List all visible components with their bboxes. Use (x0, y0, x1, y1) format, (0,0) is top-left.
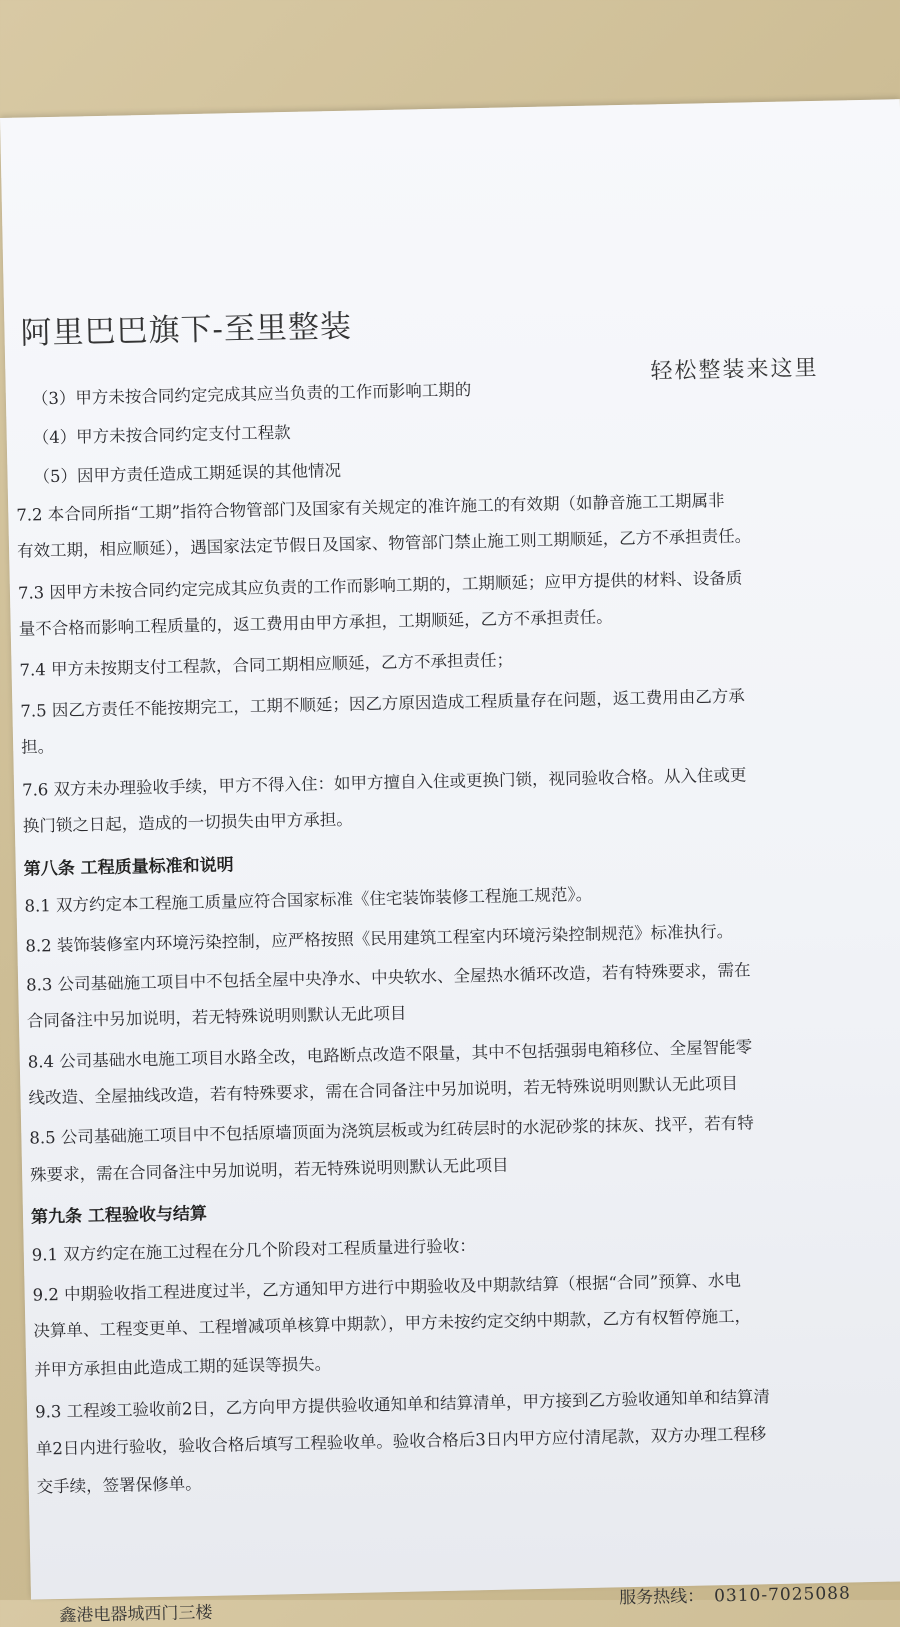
clause-line: 决算单、工程变更单、工程增减项单核算中期款），甲方未按约定交纳中期款，乙方有权暂停施工， (33, 1306, 752, 1341)
clause-line: 单2日内进行验收，验收合格后填写工程验收单。验收合格后3日内甲方应付清尾款，双方办理工程移 (35, 1424, 767, 1459)
slogan: 轻松整装来这里 (650, 355, 819, 385)
section-heading-8: 第八条 工程质量标准和说明 (23, 855, 234, 880)
clause-line: 7.6 双方未办理验收手续，甲方不得入住：如甲方擅自入住或更换门锁，视同验收合格。从入住或更 (21, 765, 747, 800)
hotline-number: 0310-7025088 (713, 1583, 852, 1607)
clause-line: 9.3 工程竣工验收前2日，乙方向甲方提供验收通知单和结算清单，甲方接到乙方验收通知单和结算清 (34, 1387, 771, 1422)
clause-line: 合同备注中另加说明，若无特殊说明则默认无此项目 (26, 1003, 407, 1031)
clause-line: 8.5 公司基础施工项目中不包括原墙顶面为浇筑层板或为红砖层时的水泥砂浆的抹灰、找平，若有特 (29, 1113, 754, 1148)
footer-hotline (619, 1579, 851, 1609)
clause-line: （3）甲方未按合同约定完成其应当负责的工作而影响工期的 (31, 380, 472, 409)
clause-line: 有效工期，相应顺延），遇国家法定节假日及国家、物管部门禁止施工则工期顺延，乙方不承担责任。 (16, 526, 752, 561)
contract-page (0, 99, 900, 1627)
clause-line: 殊要求，需在合同备注中另加说明，若无特殊说明则默认无此项目 (29, 1155, 509, 1185)
clause-line: 换门锁之日起，造成的一切损失由甲方承担。 (22, 809, 353, 836)
clause-line: 担。 (20, 737, 55, 757)
clause-line: （4）甲方未按合同约定支付工程款 (32, 422, 291, 448)
clause-line: 8.2 装饰装修室内环境污染控制，应严格按照《民用建筑工程室内环境污染控制规范》标准执行。 (25, 921, 734, 956)
clause-line: 9.1 双方约定在施工过程在分几个阶段对工程质量进行验收： (31, 1236, 476, 1265)
section-heading-9: 第九条 工程验收与结算 (30, 1203, 208, 1228)
clause-line: 8.1 双方约定本工程施工质量应符合国家标准《住宅装饰装修工程施工规范》。 (24, 884, 593, 916)
clause-line: 并甲方承担由此造成工期的延误等损失。 (34, 1354, 332, 1380)
clause-line: 8.4 公司基础水电施工项目水路全改，电路断点改造不限量，其中不包括强弱电箱移位、全屋智能零 (27, 1037, 753, 1072)
clause-line: 7.2 本合同所指“工期”指符合物管部门及国家有关规定的准许施工的有效期（如静音施工工期属非 (16, 490, 725, 525)
clause-line: 9.2 中期验收指工程进度过半，乙方通知甲方进行中期验收及中期款结算（根据“合同”预算、水电 (32, 1270, 742, 1305)
clause-line: 线改造、全屋抽线改造，若有特殊要求，需在合同备注中另加说明，若无特殊说明则默认无此项目 (28, 1073, 739, 1108)
clause-line: （5）因甲方责任造成工期延误的其他情况 (33, 460, 342, 487)
clause-line: 交手续，签署保修单。 (36, 1474, 202, 1497)
brand-title: 阿里巴巴旗下-至里整装 (20, 308, 353, 352)
clause-line: 7.4 甲方未按期支付工程款，合同工期相应顺延，乙方不承担责任； (19, 650, 514, 680)
clause-line: 7.3 因甲方未按合同约定完成其应负责的工作而影响工期的，工期顺延；应甲方提供的材料、设备质 (17, 568, 743, 603)
clause-line: 量不合格而影响工程质量的，返工费用由甲方承担，工期顺延，乙方不承担责任。 (18, 607, 613, 639)
clause-line: 8.3 公司基础施工项目中不包括全屋中央净水、中央软水、全屋热水循环改造，若有特殊要求，需在 (25, 960, 751, 995)
hotline-label: 服务热线： (618, 1586, 705, 1609)
clause-line: 7.5 因乙方责任不能按期完工，工期不顺延；因乙方原因造成工程质量存在问题，返工费用由乙方承 (20, 686, 745, 721)
footer-address: 鑫港电器城西门三楼 (59, 1602, 213, 1627)
